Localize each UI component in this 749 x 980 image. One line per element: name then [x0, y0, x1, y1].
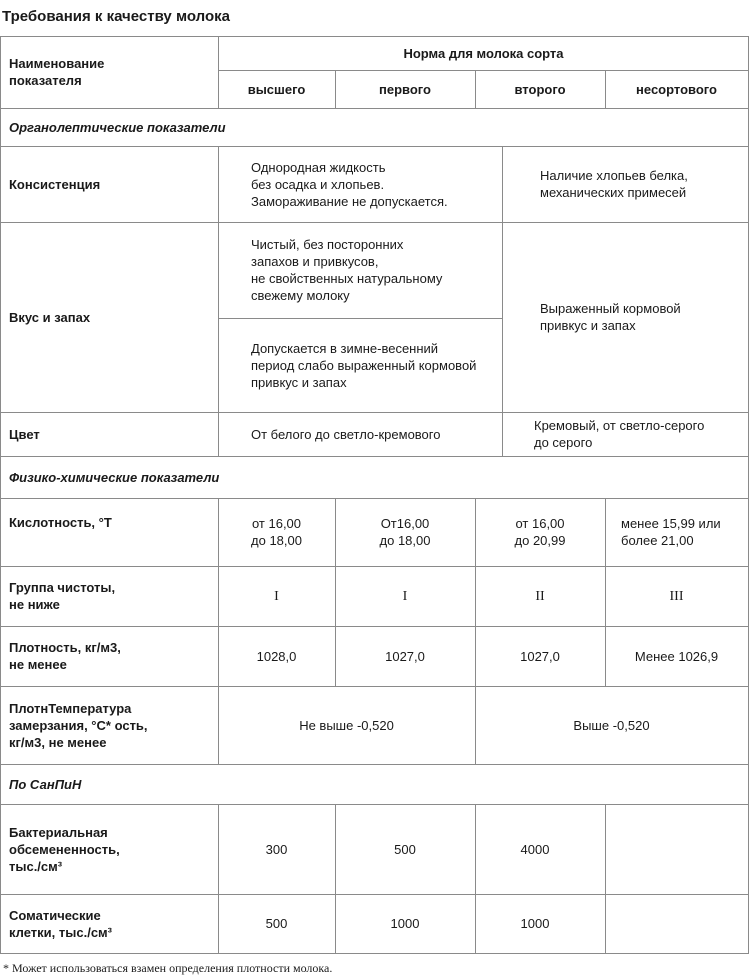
- taste-main-2: Допускается в зимне-весенний период слабо выраженный кормовой привкус и запах: [251, 340, 477, 390]
- header-grade-highest: высшего: [247, 81, 306, 97]
- header-grade-second: второго: [514, 81, 566, 97]
- density-nonsort: Менее 1026,9: [634, 648, 719, 664]
- header-indicator: Наименование показателя: [9, 56, 105, 88]
- header-norm: Норма для молока сорта: [403, 45, 564, 61]
- row-label-acidity: Кислотность, °Т: [9, 515, 112, 530]
- bacterial-nonsort: [605, 804, 748, 894]
- header-grade-first: первого: [379, 81, 431, 97]
- row-label-consistency: Консистенция: [9, 176, 101, 192]
- somatic-second: 1000: [520, 916, 550, 931]
- page-title: Требования к качеству молока: [2, 8, 230, 25]
- acidity-first: От16,00 до 18,00: [379, 516, 431, 548]
- consistency-other: Наличие хлопьев белка, механических примесей: [540, 168, 688, 200]
- somatic-highest: 500: [265, 916, 288, 931]
- row-label-taste: Вкус и запах: [9, 309, 91, 325]
- acidity-second: от 16,00 до 20,99: [514, 516, 566, 548]
- taste-other: Выраженный кормовой привкус и запах: [540, 301, 681, 333]
- density-highest: 1028,0: [256, 648, 297, 664]
- quality-table: [0, 36, 749, 954]
- freezing-right: Выше -0,520: [573, 717, 650, 733]
- acidity-nonsort: менее 15,99 или более 21,00: [621, 516, 721, 548]
- row-label-density: Плотность, кг/м3, не менее: [9, 640, 121, 672]
- density-first: 1027,0: [385, 648, 425, 664]
- bacterial-second: 4000: [520, 841, 550, 857]
- row-label-purity: Группа чистоты, не ниже: [9, 580, 116, 612]
- density-second: 1027,0: [520, 648, 560, 664]
- bacterial-first: 500: [394, 841, 416, 857]
- purity-nonsort: III: [669, 588, 684, 604]
- consistency-main: Однородная жидкость без осадка и хлопьев. Замораживание не допускается.: [251, 159, 448, 209]
- taste-main-1: Чистый, без посторонних запахов и привкусов, не свойственных натуральному свежему молоку: [251, 237, 443, 303]
- section-sanpin: По СанПиН: [9, 776, 82, 792]
- purity-highest: I: [274, 588, 279, 604]
- color-other: Кремовый, от светло-серого до серого: [534, 418, 705, 450]
- freezing-left: Не выше -0,520: [299, 717, 394, 733]
- header-grade-nonsort: несортового: [636, 81, 717, 97]
- somatic-first: 1000: [390, 916, 420, 931]
- bacterial-highest: 300: [265, 841, 288, 857]
- color-main: От белого до светло-кремового: [251, 426, 441, 442]
- somatic-nonsort: [605, 894, 748, 953]
- row-label-color: Цвет: [9, 426, 40, 442]
- row-label-somatic: Соматические клетки, тыс./см³: [9, 907, 112, 940]
- section-organoleptic: Органолептические показатели: [9, 119, 226, 135]
- purity-first: I: [402, 588, 408, 604]
- footnote: * Может использоваться взамен определения плотности молока.: [3, 961, 333, 975]
- section-physchem: Физико-химические показатели: [9, 469, 220, 485]
- purity-second: II: [535, 588, 545, 604]
- row-label-bacterial: Бактериальная обсемененность, тыс./см³: [9, 824, 120, 874]
- acidity-highest: от 16,00 до 18,00: [251, 516, 302, 548]
- row-label-freezing: ПлотнТемпература замерзания, °С* ость, кг/м3, не менее: [9, 700, 148, 750]
